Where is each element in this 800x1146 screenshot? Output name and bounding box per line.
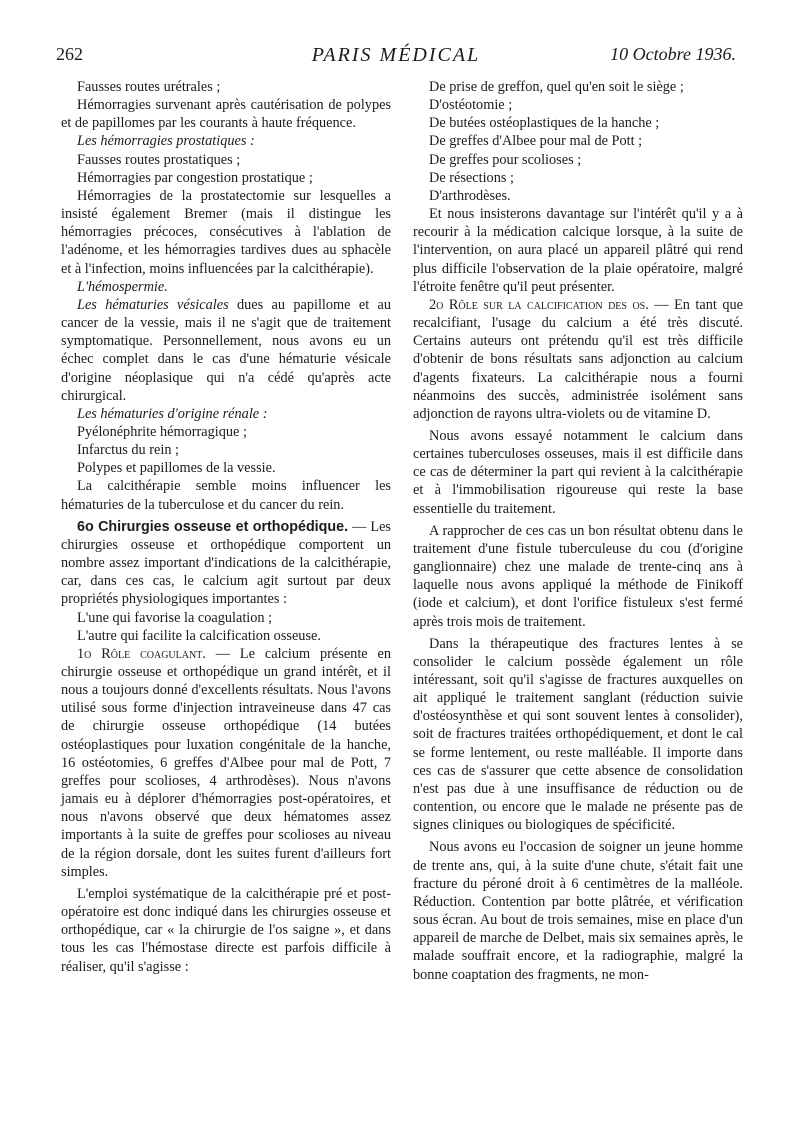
list-item: De greffes pour scolioses ;	[429, 151, 582, 168]
list-item: Infarctus du rein ;	[77, 442, 180, 459]
paragraph: A rapprocher de ces cas un bon résultat obtenu dans le traitement d'une fistule tuberculeuse du cou (d'origine ganglionnaire) chez une malade de trente-cinq ans à laquelle nous avons appliqué la méthode de Finikoff (iode et calcium), et dont l'orifice fistuleux s'est fermé après trois mois de traitement.	[413, 522, 743, 630]
paragraph-text: dues au papillome et au cancer de la vessie, mais il ne s'agit que de traitement symptomatique. Personnellement, nous avons eu un échec complet dans le cas d'une hématurie vésicale d'origine néoplasique qui n'a cédé qu'après acte chirurgical.	[61, 296, 391, 404]
list-item: D'arthrodèses.	[429, 187, 511, 204]
list-item: Pyélonéphrite hémorragique ;	[77, 423, 247, 440]
subheading-hemospermie: L'hémospermie.	[77, 278, 168, 295]
journal-title: PARIS MÉDICAL	[311, 44, 481, 66]
paragraph: Nous avons essayé notamment le calcium dans certaines tuberculoses osseuses, mais il est difficile dans ce cas de déterminer la part qui revient à la calcithérapie et à l'immobilisation rigoureuse qui reste la base essentielle du traitement.	[413, 427, 743, 517]
subheading-prostatic: Les hémorragies prostatiques :	[77, 133, 255, 150]
inline-heading-role-coagulant: 1o Rôle coagulant.	[77, 645, 206, 662]
paragraph-text: — Les chirurgies osseuse et orthopédique comportent un nombre assez important d'indications de la calcithérapie, car, dans ces cas, le calcium agit surtout par deux propriétés physiologiques importantes :	[61, 518, 391, 608]
paragraph-text: — Le calcium présente en chirurgie osseuse et orthopédique un grand intérêt, et il nous a toujours donné d'excellents résultats. Nous l'avons utilisé sous forme d'injection intraveineuse dans 47 cas de chirurgie osseuse orthopédique (14 butées ostéoplastiques pour luxation congénitale de la hanche, 16 ostéotomies, 6 greffes d'Albee pour mal de Pott, 7 greffes pour scolioses, 4 arthrodèses). Nous n'avons jamais eu à déplorer d'hémorragies post-opératoires, et nous n'avons observé que deux hématomes assez importants à la suite de greffes pour scolioses au niveau de la région dorsale, dont les suites furent d'ailleurs fort simples.	[61, 645, 391, 880]
list-item: De greffes d'Albee pour mal de Pott ;	[429, 133, 643, 150]
list-item: De butées ostéoplastiques de la hanche ;	[429, 115, 660, 132]
section-paragraph	[61, 518, 391, 609]
issue-date: 10 Octobre 1936.	[610, 44, 736, 64]
inline-heading-vesical: Les hématuries vésicales	[77, 296, 229, 313]
paragraph: L'emploi systématique de la calcithérapie pré et post-opératoire est donc indiqué dans les chirurgies osseuse et orthopédique, car « la chirurgie de l'os saigne », et dans tous les cas l'hémostase directe est parfois difficile à réaliser, qu'il s'agisse :	[61, 885, 391, 975]
inline-heading-role-calcification: 2o Rôle sur la calcification des os.	[429, 296, 649, 313]
paragraph	[413, 296, 743, 423]
list-item: De prise de greffon, quel qu'en soit le siège ;	[429, 79, 684, 95]
paragraph	[61, 645, 391, 881]
paragraph: Et nous insisterons davantage sur l'intérêt qu'il y a à recourir à la médication calcique lorsque, à la suite de l'intervention, on aura placé un appareil plâtré qui rend plus difficile l'observation de la plaie opératoire, malgré l'étroite fenêtre qu'il peut présenter.	[413, 206, 743, 295]
paragraph: Hémorragies de la prostatectomie sur lesquelles a insisté également Bremer (mais il distingue les hémorragies précoces, consécutives à l'ablation de l'adénome, et les hémorragies tardives dues au sphacèle et à l'infection, moins influencées par la calcithérapie).	[61, 187, 391, 277]
paragraph: Nous avons eu l'occasion de soigner un jeune homme de trente ans, qui, à la suite d'une chute, s'était fait une fracture du péroné droit à 6 centimètres de la malléole. Réduction. Contention par botte plâtrée, et vérification sous écran. Au bout de trois semaines, mise en place d'un appareil de marche de Delbet, mais six semaines après, le malade souffrait encore, et la radiographie, malgré la bonne coaptation des fragments, ne mon-	[413, 839, 743, 983]
page-header	[56, 44, 736, 74]
list-item: Fausses routes prostatiques ;	[77, 151, 241, 168]
paragraph	[61, 296, 391, 405]
subheading-renal: Les hématuries d'origine rénale :	[77, 405, 268, 422]
section-heading: 6o Chirurgies osseuse et orthopédique.	[77, 518, 349, 535]
left-column	[61, 78, 391, 976]
list-item: D'ostéotomie ;	[429, 97, 513, 114]
list-item: De résections ;	[429, 169, 514, 186]
list-item: Hémorragies par congestion prostatique ;	[77, 169, 313, 186]
right-column	[413, 78, 743, 984]
list-item: Polypes et papillomes de la vessie.	[77, 460, 276, 477]
paragraph: Hémorragies survenant après cautérisation de polypes et de papillomes par les courants à haute fréquence.	[61, 97, 391, 132]
paragraph: Dans la thérapeutique des fractures lentes à se consolider le calcium possède également un rôle intéressant, soit qu'il s'agisse de fractures auxquelles on ait appliqué le traitement sanglant (réduction suivie d'ostéosynthèse et qui sont souvent lentes à consolider), soit de fractures traitées orthopédiquement, et dont le cal se forme lentement, ou reste malléable. Il importe dans ces cas de s'assurer que cette absence de consolidation n'est pas due à une insuffisance de réduction ou de contention, ou encore que le malade ne présente pas de signes cliniques ou biologiques de spécificité.	[413, 635, 743, 834]
paragraph: La calcithérapie semble moins influencer les hématuries de la tuberculose et du cancer du rein.	[61, 478, 391, 513]
list-item: L'une qui favorise la coagulation ;	[77, 609, 273, 626]
list-item: L'autre qui facilite la calcification osseuse.	[77, 627, 321, 644]
paragraph-text: — En tant que recalcifiant, l'usage du calcium a été très discuté. Certains auteurs ont prétendu qu'il est très difficile d'obtenir de bons résultats sans adjonction au calcium d'agents fixateurs. La calcithérapie nous a fourni néanmoins des succès, administrée isolément sans adjonction de rayons ultra-violets ou de vitamine D.	[413, 296, 743, 422]
page-number: 262	[56, 44, 83, 64]
text-line: Fausses routes urétrales ;	[77, 79, 221, 95]
